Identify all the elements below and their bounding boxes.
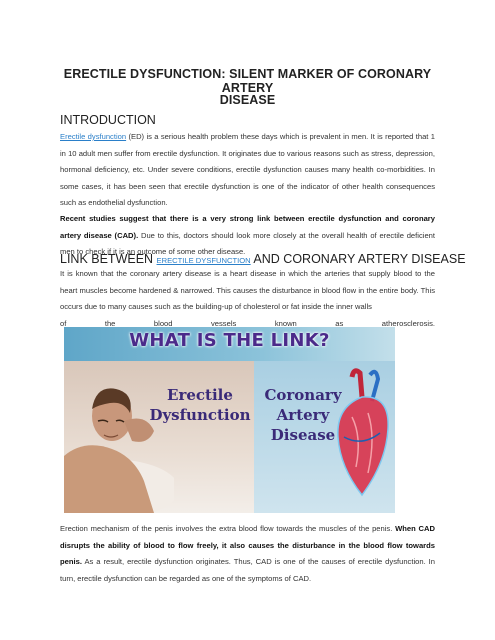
link-section-heading: [60, 252, 466, 266]
cad-paragraph-text: It is known that the coronary artery disease is a heart disease in which the arteries that supply blood to the heart muscles become hardened & narrowed. This causes the disturbance in blood flow in the entire body. This occurs due to many causes such as the building-up of cholesterol or fat inside the inner walls: [60, 269, 435, 311]
link-heading-suffix: AND CORONARY ARTERY DISEASE: [250, 252, 466, 266]
closing-paragraph: [60, 521, 435, 587]
study-paragraph-text: Due to this, doctors should look more closely at the overall health of erectile deficient men to check if it is an outcome of some other disease.: [60, 230, 435, 256]
closing-text-rest: As a result, erectile dysfunction originates. Thus, CAD is one of the causes of erectile dysfunction. In turn, erectile dysfunction can be regarded as one of the symptoms of CAD.: [60, 557, 435, 583]
figure-left-label: [146, 385, 254, 425]
figure-left-line2: Dysfunction: [149, 406, 251, 424]
figure-banner-title: WHAT IS THE LINK?: [129, 330, 330, 351]
figure-right-label: [260, 385, 346, 445]
intro-heading: INTRODUCTION: [60, 113, 156, 127]
figure-right-line1: Coronary: [264, 386, 342, 404]
figure-right-line2: Artery: [276, 406, 330, 424]
what-is-the-link-image: [64, 327, 395, 513]
cad-paragraph-last-line: of the blood vessels known as atherosclerosis.: [60, 318, 435, 328]
closing-text-start: Erection mechanism of the penis involves the extra blood flow towards the muscles of the penis.: [60, 524, 396, 533]
intro-paragraph: [60, 129, 435, 212]
cad-paragraph: [60, 266, 435, 332]
man-figure-illustration: [64, 361, 174, 513]
document-title-line2: DISEASE: [219, 93, 276, 107]
erectile-dysfunction-link[interactable]: Erectile dysfunction: [60, 132, 127, 141]
link-heading-prefix: LINK BETWEEN: [60, 252, 157, 266]
figure-right-line3: Disease: [270, 426, 336, 444]
closing-bold-text: When CAD disrupts the ability of blood to flow freely, it also causes the disturbance in the blood flow towards penis.: [60, 524, 435, 566]
document-title-line1: ERECTILE DYSFUNCTION: SILENT MARKER OF CORONARY ARTERY: [63, 67, 432, 95]
erectile-dysfunction-heading-link[interactable]: ERECTILE DYSFUNCTION: [156, 256, 251, 265]
intro-paragraph-text: (ED) is a serious health problem these days which is prevalent in men. It is reported that 1 in 10 adult men suffer from erectile dysfunction. It originates due to various reasons such as stress, depression, hormonal deficiency, etc. Under severe conditions, erectile dysfunction causes many health co-morbidities. In some cases, it has been seen that erectile dysfunction is one of the indicator of other health consequences such as endothelial dysfunction.: [60, 132, 435, 207]
study-bold-text: Recent studies suggest that there is a very strong link between erectile dysfunction and coronary artery disease (CAD).: [60, 214, 435, 240]
figure-left-line1: Erectile: [167, 386, 233, 404]
